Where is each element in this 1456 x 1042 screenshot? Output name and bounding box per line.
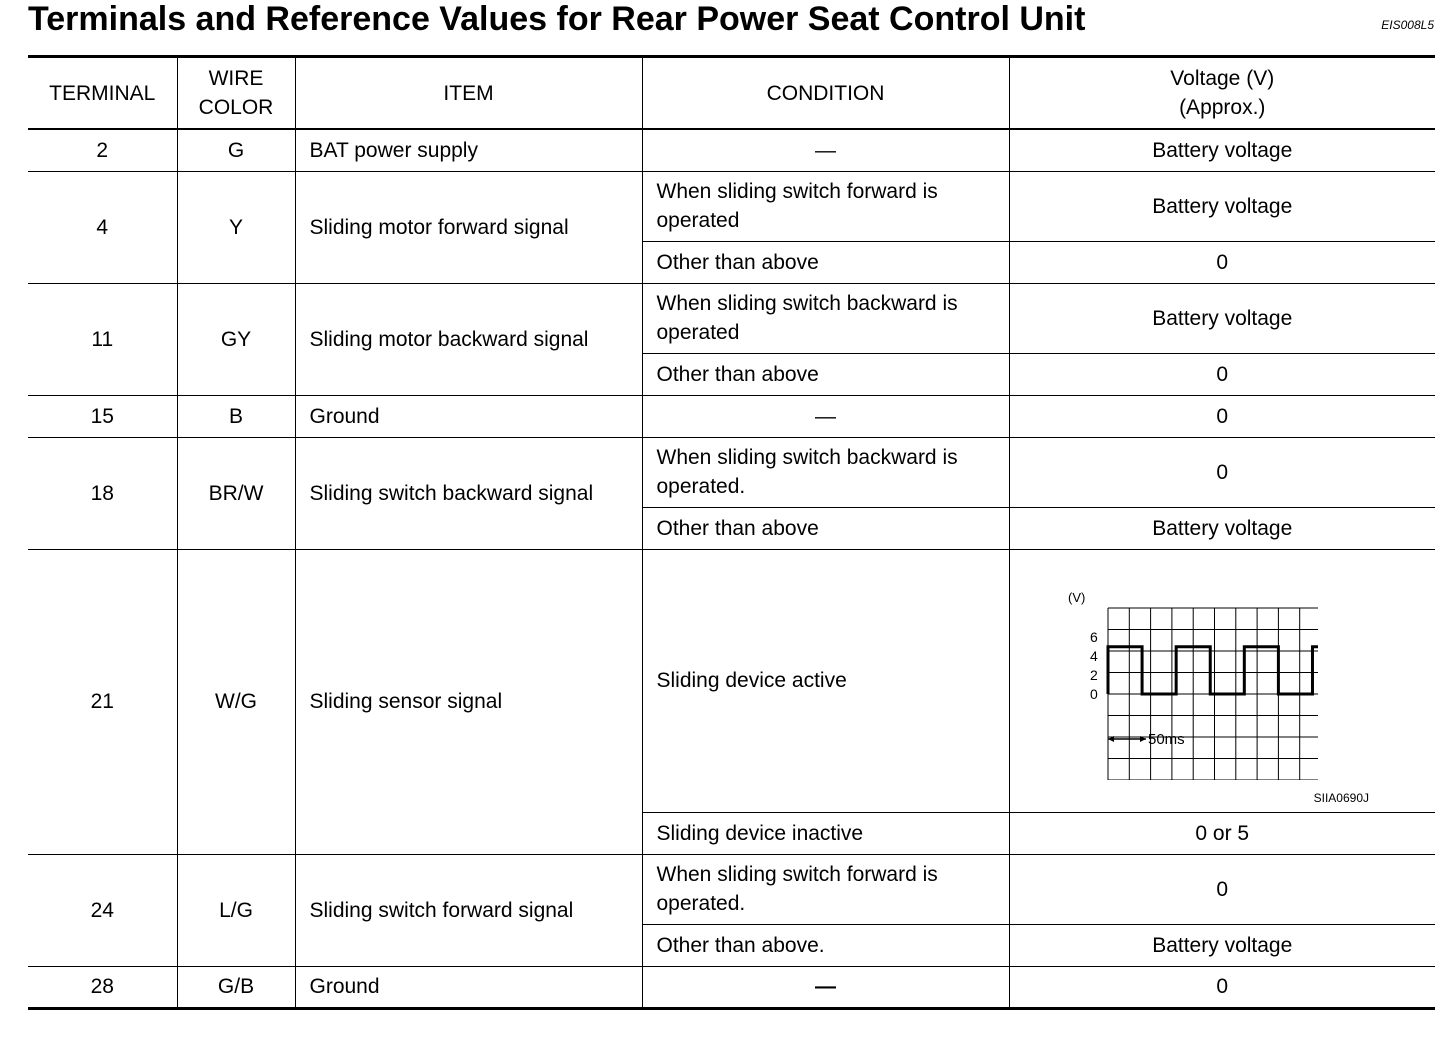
table-row [28,966,1435,1008]
wire-color-cell: G [177,129,295,171]
voltage-cell: Battery voltage [1009,129,1435,171]
terminal-cell: 4 [28,171,177,283]
waveform-time-label: 50ms [1147,730,1185,748]
figure-code: SIIA0690J [1313,790,1369,805]
header-row [28,57,1435,130]
header-item: ITEM [295,57,642,130]
document-code: EIS008L5 [1381,18,1434,32]
header-voltage: Voltage (V) (Approx.) [1009,57,1435,130]
y-tick-label: 6 [1089,628,1098,645]
condition-cell: When sliding switch forward is operated. [642,854,1009,924]
terminal-reference-table [28,55,1435,1010]
condition-cell: Sliding device inactive [642,812,1009,854]
y-tick-label: 0 [1089,685,1098,702]
wire-color-cell: GY [177,283,295,395]
y-tick-label: 4 [1089,647,1098,664]
terminal-cell: 18 [28,437,177,549]
condition-cell: When sliding switch forward is operated [642,171,1009,241]
table-row [28,283,1435,353]
condition-cell: Other than above [642,507,1009,549]
voltage-cell: Battery voltage [1009,171,1435,241]
item-cell: Sliding motor backward signal [295,283,642,395]
item-cell: Sliding sensor signal [295,549,642,854]
wire-color-cell: W/G [177,549,295,854]
condition-cell: — [642,129,1009,171]
wire-color-cell: L/G [177,854,295,966]
condition-cell: Other than above [642,241,1009,283]
terminal-cell: 24 [28,854,177,966]
terminal-cell: 21 [28,549,177,854]
item-cell: Sliding motor forward signal [295,171,642,283]
header-condition: CONDITION [642,57,1009,130]
voltage-cell: Battery voltage [1009,283,1435,353]
wire-color-cell: Y [177,171,295,283]
waveform-cell [1009,549,1435,812]
item-cell: Ground [295,395,642,437]
voltage-cell: 0 or 5 [1009,812,1435,854]
y-tick-label: 2 [1089,666,1098,683]
table-row [28,854,1435,924]
terminal-cell: 11 [28,283,177,395]
waveform-time-marker [1108,731,1185,748]
wire-color-cell: B [177,395,295,437]
waveform-figure [1068,590,1318,780]
waveform-trace [1108,646,1318,693]
table-row [28,549,1435,812]
voltage-cell: 0 [1009,395,1435,437]
voltage-cell: 0 [1009,966,1435,1008]
terminal-cell: 15 [28,395,177,437]
condition-cell: — [642,395,1009,437]
voltage-cell: 0 [1009,241,1435,283]
condition-cell: When sliding switch backward is operated. [642,437,1009,507]
header-wire-color: WIRE COLOR [177,57,295,130]
condition-cell: Other than above. [642,924,1009,966]
item-cell: Ground [295,966,642,1008]
condition-cell: Sliding device active [642,549,1009,812]
table-row [28,437,1435,507]
wire-color-cell: G/B [177,966,295,1008]
waveform-y-ticks [1090,629,1098,702]
header-terminal: TERMINAL [28,57,177,130]
table-row [28,129,1435,171]
condition-cell: Other than above [642,353,1009,395]
voltage-cell: 0 [1009,854,1435,924]
voltage-cell: 0 [1009,437,1435,507]
voltage-cell: Battery voltage [1009,507,1435,549]
item-cell: Sliding switch backward signal [295,437,642,549]
voltage-cell: Battery voltage [1009,924,1435,966]
wire-color-cell: BR/W [177,437,295,549]
item-cell: BAT power supply [295,129,642,171]
terminal-cell: 2 [28,129,177,171]
table-row [28,395,1435,437]
table-row [28,171,1435,241]
item-cell: Sliding switch forward signal [295,854,642,966]
condition-cell: When sliding switch backward is operated [642,283,1009,353]
terminal-cell: 28 [28,966,177,1008]
waveform-unit-label: (V) [1067,589,1085,605]
page-title: Terminals and Reference Values for Rear Power Seat Control Unit [28,0,1086,38]
condition-cell: — [642,966,1009,1008]
voltage-cell: 0 [1009,353,1435,395]
